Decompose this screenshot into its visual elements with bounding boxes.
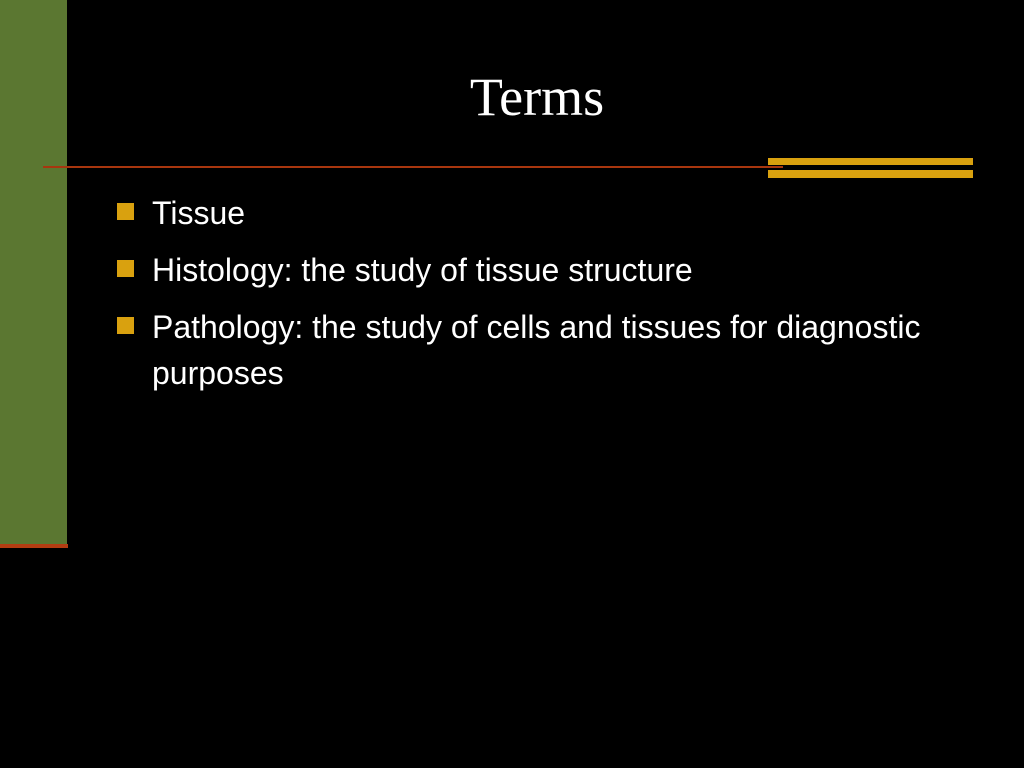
bullet-text: Tissue <box>152 195 246 231</box>
side-bar-base-line <box>0 544 68 548</box>
square-bullet-icon <box>117 203 134 220</box>
bullet-list <box>117 190 957 407</box>
slide-title: Terms <box>469 67 605 127</box>
bullet-item <box>117 247 957 293</box>
bullet-text: Histology: the study of tissue structure <box>152 252 693 288</box>
accent-bar-top <box>768 158 973 165</box>
square-bullet-icon <box>117 317 134 334</box>
bullet-item <box>117 190 957 236</box>
square-bullet-icon <box>117 260 134 277</box>
bullet-item <box>117 304 957 396</box>
side-bar-decoration <box>0 0 67 545</box>
title-divider-line <box>43 166 783 168</box>
bullet-text: Pathology: the study of cells and tissues for diagnostic purposes <box>152 309 921 391</box>
accent-bar-bottom <box>768 170 973 178</box>
